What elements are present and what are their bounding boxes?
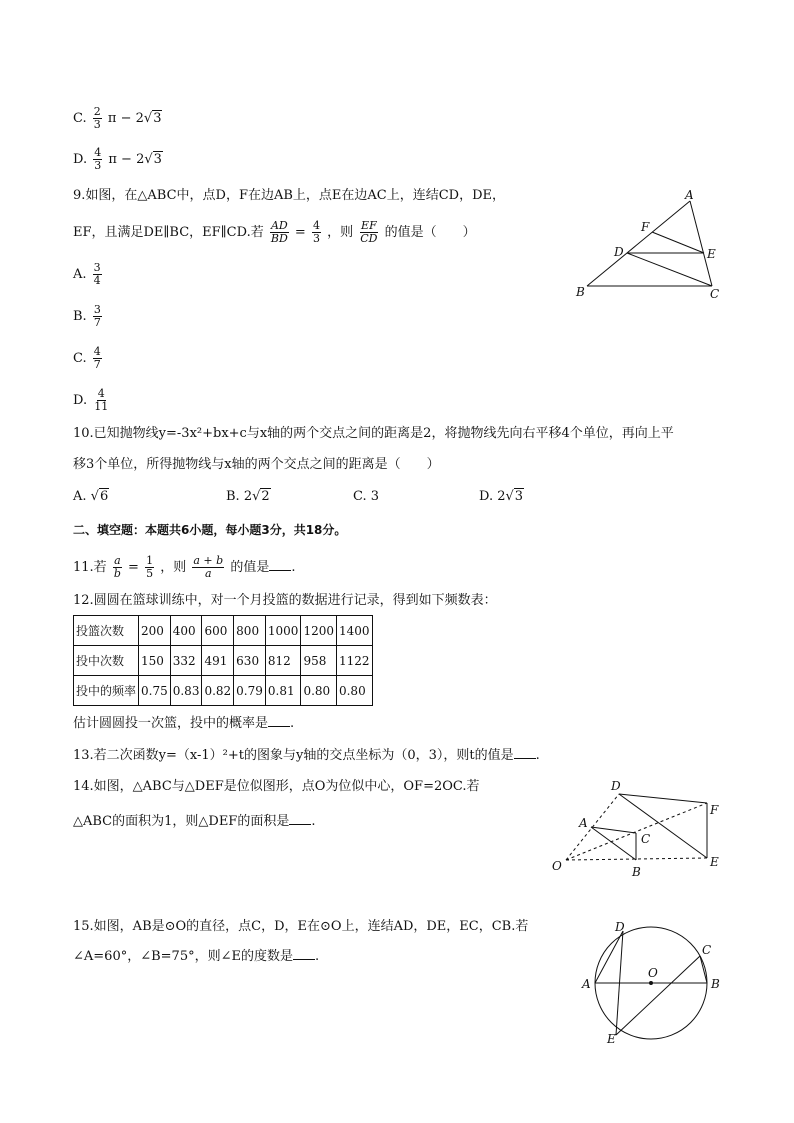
fraction: $\frac{3}{4}$ [93,261,101,287]
label-b: B [576,285,585,299]
q9-option-a: A. $\frac{3}{4}$ [73,261,101,287]
label-f: F [710,803,719,817]
label-b: B [632,865,641,879]
q9-stem-line1: 9.如图，在△ABC中，点D，F在边AB上，点E在边AC上，连结CD，DE， [73,188,506,203]
fraction: $\frac{AD}{BD}$ [270,219,288,245]
q8-option-c: C. $\frac{2}{3}$ π − 2√3 [73,105,162,131]
q9-option-b: B. $\frac{3}{7}$ [73,303,101,329]
label-f: F [641,220,650,234]
label-a: A [582,977,591,991]
q9-option-c: C. $\frac{4}{7}$ [73,345,101,371]
answer-blank [293,947,315,960]
frequency-table [73,615,373,706]
table-row: 投中的频率 0.75 0.83 0.82 0.79 0.81 0.80 0.80 [74,676,373,706]
label-e: E [707,247,716,261]
label-a: A [685,188,694,202]
label-d: D [614,245,624,259]
q9-triangle-figure [565,186,735,306]
fraction: $\frac{EF}{CD}$ [360,219,378,245]
label-e: E [607,1032,616,1046]
q10-option-c: C. 3 [353,489,380,504]
section-heading: 二、填空题：本题共6小题，每小题3分，共18分。 [73,523,347,537]
q10-option-a: A. √6 [73,489,109,504]
label-o: O [648,966,658,980]
label-c: C [710,287,720,301]
q15-stem-line1: 15.如图，AB是⊙O的直径，点C，D，E在⊙O上，连结AD，DE，EC，CB.若 [73,919,529,934]
table-row: 投中次数 150 332 491 630 812 958 1122 [74,646,373,676]
q12-stem: 12.圆圆在篮球训练中，对一个月投篮的数据进行记录，得到如下频数表： [73,593,497,608]
answer-blank [268,714,290,727]
label-b: B [711,977,720,991]
fraction: $\frac{2}{3}$ [93,105,101,131]
q13-stem: 13.若二次函数y=（x-1）²+t的图象与y轴的交点坐标为（0，3），则t的值是 . [73,748,540,763]
fraction: $\frac{4}{3}$ [312,219,320,245]
q10-option-b: B. 2√2 [226,489,270,504]
label-c: C [702,943,712,957]
q15-circle-figure [578,918,728,1048]
label-c: C [641,832,651,846]
fraction: $\frac{a + b}{a}$ [193,554,224,580]
q10-stem-line1: 10.已知抛物线y=-3x²+bx+c与x轴的两个交点之间的距离是2，将抛物线先向右平移4个单位，再向上平 [73,426,674,441]
fraction: $\frac{4}{3}$ [94,146,102,172]
q8-option-d: D. $\frac{4}{3}$ π − 2√3 [73,146,162,172]
q9-stem-line2: EF，且满足DE∥BC，EF∥CD.若 $\frac{AD}{BD}$ = $\frac{4}{3}$ ，则 $\frac{EF}{CD}$ 的值是（ ） [73,219,476,245]
fraction: $\frac{a}{b}$ [113,554,121,580]
q15-stem-line2: ∠A=60°，∠B=75°，则∠E的度数是 . [73,949,320,964]
q14-similar-figures [548,776,733,881]
answer-blank [514,746,536,759]
label-d: D [615,920,625,934]
q14-stem-line2: △ABC的面积为1，则△DEF的面积是 . [73,814,316,829]
label-d: D [611,779,621,793]
answer-blank [289,812,311,825]
q12-question: 估计圆圆投一次篮，投中的概率是 . [73,716,295,731]
label-e: E [710,855,719,869]
q10-stem-line2: 移3个单位，所得抛物线与x轴的两个交点之间的距离是（ ） [73,457,440,472]
q14-stem-line1: 14.如图，△ABC与△DEF是位似图形，点O为位似中心，OF=2OC.若 [73,779,480,794]
fraction: $\frac{3}{7}$ [93,303,101,329]
q11-stem: 11.若 $\frac{a}{b}$ = $\frac{1}{5}$ ，则 $\frac{a + b}{a}$ 的值是 . [73,554,296,580]
table-row: 投篮次数 200 400 600 800 1000 1200 1400 [74,616,373,646]
q10-option-d: D. 2√3 [479,489,524,504]
label-a: A [579,816,588,830]
q9-option-d: D. $\frac{4}{11}$ [73,387,109,413]
label-o: O [552,859,562,873]
fraction: $\frac{4}{11}$ [94,387,109,413]
answer-blank [269,558,291,571]
fraction: $\frac{1}{5}$ [146,554,154,580]
fraction: $\frac{4}{7}$ [93,345,101,371]
